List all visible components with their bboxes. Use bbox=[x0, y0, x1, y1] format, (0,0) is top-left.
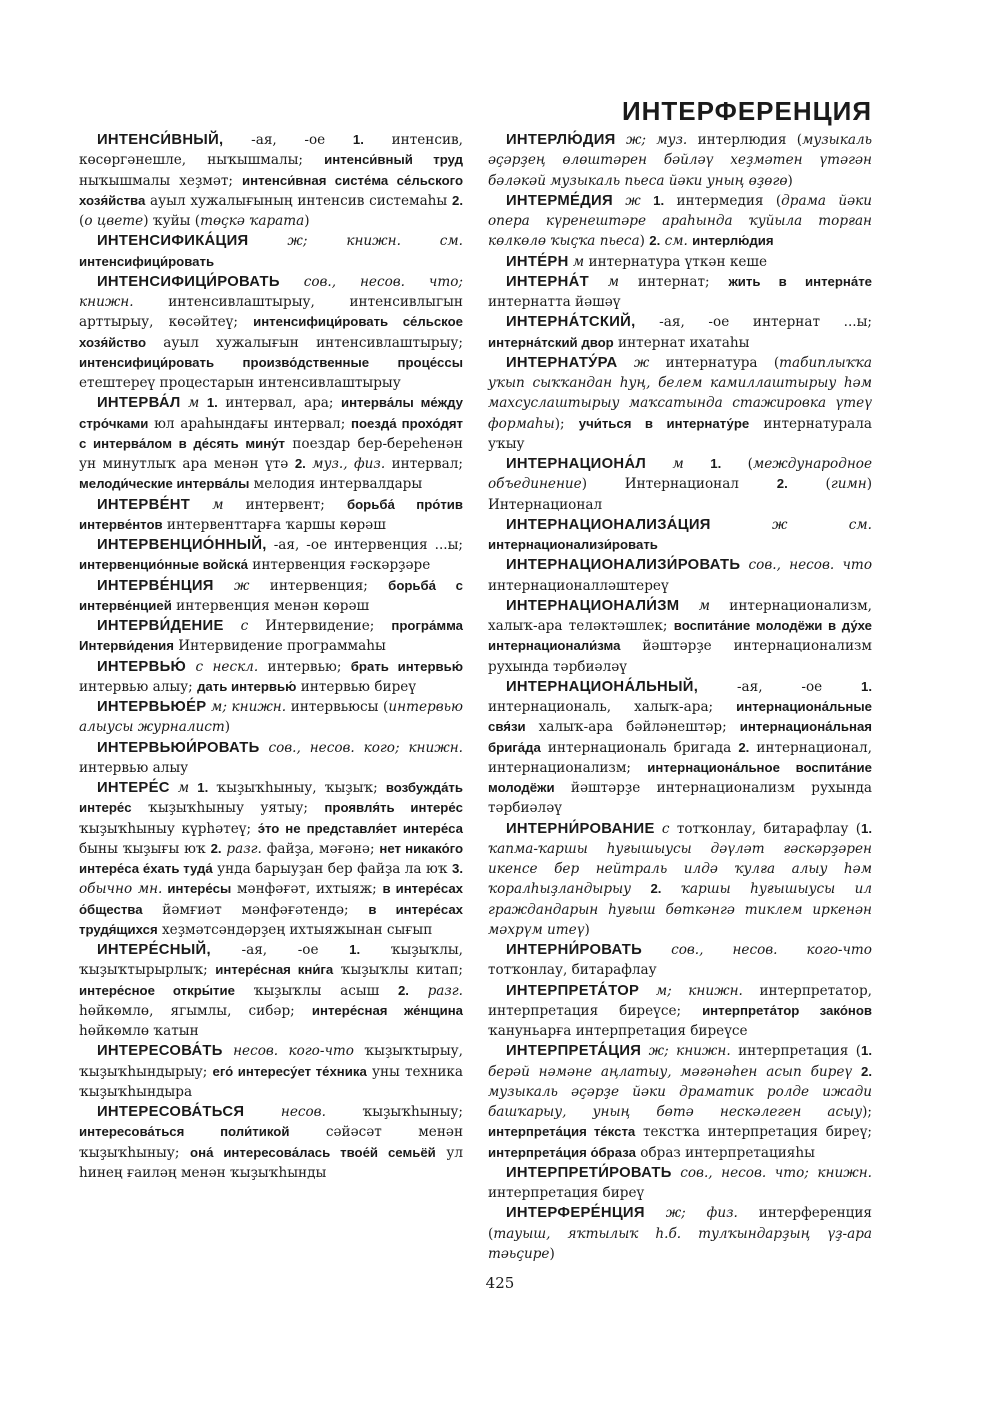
grammar-note: разг. bbox=[221, 840, 262, 857]
translation-text: интернат; bbox=[619, 273, 729, 290]
translation-text: поездар бер-береһенән ун минутлыҡ ара менән үтә bbox=[79, 435, 463, 472]
example-phrase: дать интервью́ bbox=[197, 678, 297, 694]
grammar-note: ж bbox=[213, 577, 250, 594]
grammar-note: ж см. bbox=[710, 516, 872, 533]
grammar-note: интервью алыусы журналист bbox=[79, 699, 464, 736]
grammar-note: несов. кого-что bbox=[222, 1043, 354, 1060]
grammar-note: м bbox=[568, 253, 585, 270]
translation-text: интенсивлаштырыу, интенсивлыгын арттырыу, көсәйтеү; bbox=[79, 294, 463, 331]
example-phrase: жить в интерна́те bbox=[728, 273, 873, 289]
entry-headword: ИНТЕРЛЮ́ДИЯ bbox=[506, 132, 616, 148]
dictionary-entry bbox=[488, 555, 872, 596]
grammar-note: сов., несов. кого; книжн. bbox=[259, 739, 463, 756]
grammar-note: м; книжн. bbox=[206, 699, 287, 715]
dictionary-entry bbox=[79, 1102, 463, 1183]
example-phrase: 1. bbox=[861, 820, 873, 836]
grammar-note: м bbox=[646, 456, 711, 472]
example-phrase: 2. bbox=[210, 840, 222, 856]
example-phrase: 2. bbox=[861, 1063, 872, 1079]
grammar-note: ҡаршы һуғышыусы ил граждандарын һуғыш бөткәнгә тиклем иркенән мәхрүм итеү bbox=[488, 881, 872, 938]
grammar-note: м bbox=[169, 780, 198, 796]
translation-text: ); bbox=[862, 1104, 872, 1120]
entry-headword: ИНТЕНСИФИКА́ЦИЯ bbox=[97, 233, 249, 250]
entry-headword: ИНТЕРВА́Л bbox=[97, 395, 181, 412]
translation-text: ) ҡуйы ( bbox=[143, 213, 201, 229]
translation-text: йәштәрҙе интернационализм рухында тәрбиәләү bbox=[488, 780, 872, 817]
grammar-note: сов., несов. кого-что bbox=[642, 942, 872, 958]
grammar-note: с bbox=[223, 618, 249, 634]
example-phrase: интерна́тский двор bbox=[488, 334, 614, 350]
grammar-note: с нескл. bbox=[186, 658, 259, 675]
example-phrase: его́ интересу́ет те́хника bbox=[212, 1063, 367, 1079]
entry-headword: ИНТЕРНАЦИОНАЛИЗА́ЦИЯ bbox=[506, 516, 711, 533]
entry-headword: ИНТЕРНАЦИОНА́ЛЬНЫЙ, bbox=[506, 678, 699, 695]
entry-headword: ИНТЕРЕСОВА́ТЬ bbox=[97, 1043, 223, 1060]
translation-text: ) bbox=[639, 233, 650, 250]
dictionary-entry bbox=[79, 576, 463, 617]
entry-headword: ИНТЕРМЕ́ДИЯ bbox=[506, 192, 613, 209]
translation-text: интернатура ( bbox=[649, 354, 780, 371]
entry-headword: ИНТЕРВЬЮИ́РОВАТЬ bbox=[97, 739, 260, 756]
grammar-note: международное объединение bbox=[488, 456, 872, 493]
example-phrase: 1. bbox=[861, 1043, 872, 1059]
grammar-note: с bbox=[654, 820, 670, 837]
translation-text: интервью; bbox=[258, 658, 351, 675]
example-phrase: мелоди́ческие интерва́лы bbox=[79, 476, 250, 492]
translation-text: тотҡонлау, битарафлау bbox=[488, 962, 657, 979]
translation-text: интернат ихатаһы bbox=[613, 334, 750, 351]
dictionary-entry bbox=[79, 697, 463, 738]
example-phrase: програ́мма Интерви́дения bbox=[79, 618, 463, 654]
example-phrase: 2. bbox=[452, 192, 463, 208]
example-phrase: проявля́ть интере́с bbox=[324, 800, 464, 816]
grammar-note: м bbox=[190, 496, 224, 513]
dictionary-entry bbox=[488, 940, 872, 981]
dictionary-entry bbox=[79, 393, 463, 494]
entry-headword: ИНТЕРНА́Т bbox=[506, 273, 589, 290]
right-column bbox=[488, 130, 872, 1264]
grammar-note: драма йәки опера күренештәре араһында ҡуйыла торған көлкөлө ҡыҫҡа пьеса bbox=[488, 192, 872, 250]
translation-text: -ая, -ое bbox=[223, 132, 353, 148]
grammar-note: обычно мн. bbox=[79, 881, 163, 898]
translation-text: интернатта йәшәү bbox=[488, 294, 621, 310]
translation-text: ҡыҙыҡһыныу уятыу; bbox=[131, 800, 325, 817]
grammar-note: ж; муз. bbox=[615, 132, 688, 148]
example-phrase: она́ интересова́лась твое́й семьёй bbox=[190, 1144, 436, 1160]
grammar-note: музыкаль әҫәрҙе йәки драматик ролде ижади башҡарыу, уның бөтә нескәлеген асыу bbox=[488, 1083, 872, 1120]
dictionary-entry bbox=[79, 616, 463, 657]
translation-text: ) bbox=[584, 921, 590, 938]
translation-text: быны ҡыҙығы юҡ bbox=[79, 840, 211, 857]
example-phrase: в интере́сах трудя́щихся bbox=[79, 901, 463, 937]
translation-text: интервал, ара; bbox=[217, 395, 341, 412]
entry-headword: ИНТЕРНА́ТСКИЙ, bbox=[506, 314, 636, 331]
translation-text: интервью алыу bbox=[79, 759, 189, 776]
entry-headword: ИНТЕРПРЕТА́ТОР bbox=[506, 982, 640, 999]
example-phrase: в интере́сах о́бщества bbox=[79, 881, 464, 917]
translation-text: интернационалләштереү bbox=[488, 577, 669, 594]
left-column bbox=[79, 130, 463, 1183]
translation-text: етештереү процестарын интенсивлаштырыу bbox=[79, 375, 401, 391]
translation-text: ( bbox=[787, 476, 831, 493]
example-phrase: учи́ться в интернату́ре bbox=[578, 415, 750, 431]
translation-text: ( bbox=[79, 213, 85, 229]
example-phrase: интенсифици́ровать произво́дственные проце́ссы bbox=[79, 354, 463, 370]
dictionary-entry bbox=[488, 454, 872, 515]
grammar-note: см. bbox=[660, 233, 693, 250]
translation-text: сәйәсәт менән ҡыҙыҡһыныу; bbox=[79, 1124, 464, 1161]
translation-text: ҡыҙыҡлы, ҡыҙыҡтырырлыҡ; bbox=[79, 942, 463, 979]
translation-text: ) bbox=[304, 213, 310, 229]
dictionary-entry bbox=[79, 778, 463, 940]
translation-text: интернационализм, халыҡ-ара теләктәшлек; bbox=[488, 597, 873, 634]
entry-headword: ИНТЕРЕСОВА́ТЬСЯ bbox=[97, 1104, 245, 1120]
dictionary-entry bbox=[79, 657, 463, 698]
translation-text: интервал; bbox=[385, 456, 463, 472]
translation-text: ҡыҙыҡлы асыш bbox=[234, 982, 398, 999]
translation-text: йәштәрҙе интернационализм рухында тәрбиәләү bbox=[488, 638, 872, 675]
translation-text: ) bbox=[549, 1245, 555, 1262]
entry-headword: ИНТЕРНАТУ́РА bbox=[506, 354, 618, 371]
translation-text: интернациональ, халыҡ-ара; bbox=[488, 699, 737, 715]
grammar-note: тауыш, яҡтылыҡ һ.б. тулҡындарҙың үҙ-ара тәьҫире bbox=[488, 1225, 872, 1262]
entry-headword: ИНТЕРНАЦИОНА́Л bbox=[506, 456, 647, 472]
grammar-note: табиплыҡҡа уҡып сыҡҡандан һуң, белем камиллаштырыу һәм махсуслаштырыу маҡсатында стажировка үтеү формаһы bbox=[488, 354, 872, 432]
translation-text: ҡануньарға интерпретация биреүсе bbox=[488, 1023, 748, 1039]
grammar-note: ҡапма-ҡаршы һуғышыусы дәүләт ғәскәрҙәрен икенсе бер нейтраль илдә ҡулға алыу һәм ҡоралһыҙландырыу bbox=[488, 840, 872, 898]
example-phrase: интерпрета́ция о́браза bbox=[488, 1144, 636, 1160]
page-number: 425 bbox=[485, 1274, 515, 1292]
entry-headword: ИНТЕРФЕРЕ́НЦИЯ bbox=[506, 1205, 645, 1222]
grammar-note: ж bbox=[612, 192, 654, 209]
translation-text: интервенттарға ҡаршы көрәш bbox=[162, 516, 386, 533]
example-phrase: 2. bbox=[738, 739, 750, 755]
example-phrase: брать интервью́ bbox=[350, 658, 463, 674]
running-head: ИНТЕРФЕРЕНЦИЯ bbox=[621, 96, 872, 126]
translation-text: ) Интернационал bbox=[488, 476, 872, 513]
translation-text: ҡыҙыҡһыныу күрһәтеү; bbox=[79, 820, 258, 837]
translation-text: интерпретация биреү bbox=[488, 1185, 645, 1201]
example-phrase: 1. bbox=[861, 678, 872, 694]
entry-headword: ИНТЕНСИ́ВНЫЙ, bbox=[97, 132, 224, 148]
example-phrase: 1. bbox=[197, 780, 209, 795]
example-phrase: 1. bbox=[349, 942, 361, 957]
example-phrase: 3. bbox=[451, 861, 463, 876]
entry-headword: ИНТЕРВЬЮ́ bbox=[97, 658, 187, 675]
dictionary-entry bbox=[488, 1041, 872, 1163]
entry-headword: ИНТЕРНАЦИОНАЛИЗИ́РОВАТЬ bbox=[506, 557, 741, 574]
translation-text: ( bbox=[721, 456, 753, 472]
example-phrase: борьба́ с интерве́нцией bbox=[79, 577, 463, 613]
translation-text: мәнфәғәт, ихтыяж; bbox=[231, 881, 383, 898]
entry-headword: ИНТЕНСИФИЦИ́РОВАТЬ bbox=[97, 273, 280, 290]
translation-text: интернатура үткән кеше bbox=[584, 253, 768, 270]
translation-text: интерпретация ( bbox=[730, 1043, 861, 1060]
translation-text: интервент; bbox=[223, 496, 347, 513]
grammar-note: ж bbox=[617, 354, 650, 371]
dictionary-entry bbox=[488, 191, 872, 252]
example-phrase: 2. bbox=[397, 982, 409, 998]
translation-text: ) Интернационал bbox=[581, 476, 777, 493]
example-phrase: возбужда́ть интере́с bbox=[79, 780, 463, 816]
grammar-note: муз., физ. bbox=[305, 456, 386, 472]
dictionary-entry bbox=[488, 515, 872, 556]
example-phrase: 1. bbox=[206, 395, 218, 411]
grammar-note: сов., несов. что bbox=[740, 557, 872, 574]
translation-text: интермедия ( bbox=[664, 192, 782, 209]
translation-text: ҡыҙыҡлы китап; bbox=[333, 962, 463, 979]
entry-headword: ИНТЕРНАЦИОНАЛИ́ЗМ bbox=[506, 597, 680, 614]
grammar-note: несов. bbox=[244, 1104, 326, 1120]
entry-headword: ИНТЕРЕ́С bbox=[97, 780, 170, 796]
dictionary-entry bbox=[79, 272, 463, 394]
translation-text: -ая, -ое интернат ...ы; bbox=[635, 314, 872, 331]
translation-text: ҡыҙыҡһыныу; bbox=[325, 1104, 463, 1120]
example-phrase: интерпрета́ция те́кста bbox=[488, 1124, 636, 1140]
translation-text: интервью биреү bbox=[296, 678, 416, 695]
grammar-note: ж; книжн. bbox=[641, 1043, 731, 1060]
entry-headword: ИНТЕРЕ́СНЫЙ, bbox=[97, 942, 211, 958]
entry-headword: ИНТЕРВЕ́НТ bbox=[97, 496, 191, 513]
example-phrase: интересова́ться поли́тикой bbox=[79, 1124, 290, 1140]
grammar-note: төҫкә ҡарата bbox=[200, 213, 305, 229]
grammar-note: м bbox=[679, 597, 710, 614]
example-phrase: интенсифици́ровать bbox=[79, 253, 215, 269]
translation-text: интерлюдия ( bbox=[687, 132, 803, 148]
translation-text: интерференция ( bbox=[488, 1205, 873, 1242]
dictionary-entry bbox=[79, 940, 463, 1041]
example-phrase: нет никако́го интере́са е́хать туда́ bbox=[79, 840, 464, 876]
translation-text: -ая, -ое bbox=[698, 678, 861, 695]
grammar-note: берәй нәмәне аңлатыу, мәғәнәһен асып биреү bbox=[488, 1063, 861, 1080]
dictionary-entry bbox=[79, 231, 463, 272]
dictionary-entry bbox=[488, 596, 872, 677]
dictionary-entry bbox=[79, 495, 463, 536]
example-phrase: борьба́ про́тив интерве́нтов bbox=[79, 496, 464, 532]
dictionary-entry bbox=[488, 130, 872, 191]
entry-headword: ИНТЕРВЕ́НЦИЯ bbox=[97, 577, 214, 594]
example-phrase: поезда́ прохо́дят с интерва́лом в де́сять мину́т bbox=[79, 415, 463, 451]
grammar-note: разг. bbox=[408, 982, 463, 999]
translation-text: интернатурала уҡыу bbox=[488, 415, 872, 452]
translation-text: интернациональ бригада bbox=[540, 739, 739, 756]
example-phrase: 2. bbox=[650, 881, 662, 897]
translation-text: ауыл хужалығының интенсив системаһы bbox=[145, 192, 452, 209]
entry-headword: ИНТЕРПРЕТА́ЦИЯ bbox=[506, 1043, 642, 1060]
example-phrase: 1. bbox=[710, 456, 722, 471]
example-phrase: интере́сное откры́тие bbox=[79, 982, 235, 998]
dictionary-entry bbox=[488, 981, 872, 1042]
dictionary-entry bbox=[79, 535, 463, 576]
entry-headword: ИНТЕРВЬЮЕ́Р bbox=[97, 699, 207, 715]
example-phrase: интенси́вная систе́ма се́льского хозя́йства bbox=[79, 172, 463, 208]
grammar-note: музыкаль әҫәрҙең өлөштәрен бәйләү хеҙмәтен үтәгән бәләкәй музыкаль пьеса йәки уның өҙөгө bbox=[488, 132, 872, 189]
example-phrase: 1. bbox=[653, 192, 665, 208]
example-phrase: интерлю́дия bbox=[692, 233, 774, 249]
dictionary-entry bbox=[488, 1163, 872, 1204]
example-phrase: интере́сы bbox=[162, 881, 232, 897]
translation-text: юл араһындағы интервал; bbox=[148, 415, 351, 432]
grammar-note: м bbox=[588, 273, 620, 290]
translation-text: ҡыҙыҡтырыу, ҡыҙыҡһындырыу; bbox=[79, 1043, 463, 1080]
grammar-note: гимн bbox=[830, 476, 867, 493]
example-phrase: интенсифици́ровать се́льское хозя́йство bbox=[79, 314, 463, 350]
entry-headword: ИНТЕРНИ́РОВАНИЕ bbox=[506, 820, 655, 837]
dictionary-entry bbox=[488, 1203, 872, 1264]
grammar-note: ж; физ. bbox=[644, 1205, 738, 1222]
entry-headword: ИНТЕ́РН bbox=[506, 253, 569, 270]
example-phrase: э́то не представля́ет интере́са bbox=[257, 820, 463, 836]
translation-text: -ая, -ое интервенция ...ы; bbox=[266, 537, 463, 553]
translation-text: ) bbox=[787, 172, 793, 189]
translation-text: Интервидение; bbox=[248, 618, 392, 634]
translation-text: интервьюсы ( bbox=[286, 699, 389, 715]
translation-text: ул һинең ғаиләң менән ҡыҙыҡһынды bbox=[79, 1144, 463, 1181]
entry-headword: ИНТЕРВЕНЦИО́ННЫЙ, bbox=[97, 537, 267, 553]
translation-text: хеҙмәтсәндәрҙең ихтыяжынан сығып bbox=[157, 921, 433, 938]
dictionary-entry bbox=[79, 1041, 463, 1102]
translation-text: интервенция менән көрәш bbox=[171, 597, 370, 614]
example-phrase: 2. bbox=[776, 476, 788, 492]
example-phrase: интерва́лы ме́жду стро́чками bbox=[79, 395, 463, 431]
dictionary-entry bbox=[488, 353, 872, 454]
grammar-note: сов., несов. что; книжн. bbox=[671, 1164, 872, 1181]
dictionary-entry bbox=[488, 312, 872, 353]
translation-text: интерпретатор, интерпретация биреүсе; bbox=[488, 982, 872, 1019]
example-phrase: интернациона́льное воспита́ние молодёжи bbox=[488, 759, 872, 795]
translation-text: файҙа, мәғәнә; bbox=[261, 840, 380, 857]
translation-text: образ интерпретацияһы bbox=[635, 1144, 815, 1161]
example-phrase: интернациона́льные свя́зи bbox=[488, 699, 872, 735]
entry-headword: ИНТЕРВИ́ДЕНИЕ bbox=[97, 618, 224, 634]
example-phrase: интерпрета́тор зако́нов bbox=[702, 1002, 872, 1018]
example-phrase: интернационализи́ровать bbox=[488, 537, 658, 552]
dictionary-entry bbox=[79, 130, 463, 231]
dictionary-entry bbox=[488, 272, 872, 313]
translation-text: һөйкөмлө, ягымлы, сибәр; bbox=[79, 1002, 312, 1019]
grammar-note: ж; книжн. см. bbox=[248, 233, 463, 250]
translation-text: мелодия интервалдары bbox=[249, 476, 423, 493]
translation-text: йәмғиәт мәнфәғәтендә; bbox=[142, 901, 369, 918]
translation-text: интервенция; bbox=[249, 577, 389, 594]
example-phrase: интере́сная же́нщина bbox=[311, 1002, 463, 1018]
translation-text: уны техника ҡыҙыҡһындыра bbox=[79, 1063, 463, 1100]
translation-text: интервью алыу; bbox=[79, 678, 198, 695]
translation-text: унда барыуҙан бер файҙа ла юҡ bbox=[212, 861, 452, 877]
translation-text: Интервидение программаһы bbox=[173, 638, 386, 655]
example-phrase: интернациона́льная брига́да bbox=[488, 719, 872, 755]
dictionary-entry bbox=[488, 677, 872, 819]
translation-text: интернационал, интернационализм; bbox=[488, 739, 872, 776]
dictionary-entry bbox=[488, 819, 872, 941]
translation-text: ныҡышмалы хеҙмәт; bbox=[79, 172, 243, 189]
grammar-note: сов., несов. что; книжн. bbox=[79, 273, 463, 310]
translation-text: һөйкөмлө ҡатын bbox=[79, 1023, 199, 1039]
translation-text: интервенция ғәскәрҙәре bbox=[247, 557, 431, 574]
example-phrase: воспита́ние молодёжи в ду́хе интернационали́зма bbox=[488, 618, 872, 654]
translation-text: интенсив, көсөргәнешле, ныҡышмалы; bbox=[79, 132, 463, 169]
translation-text: ); bbox=[554, 415, 579, 432]
example-phrase: интере́сная кни́га bbox=[215, 962, 334, 978]
translation-text: ҡыҙыҡһыныу, ҡыҙыҡ; bbox=[208, 780, 386, 796]
translation-text: тотҡонлау, битарафлау ( bbox=[669, 820, 862, 837]
translation-text: текстҡа интерпретация биреү; bbox=[635, 1124, 872, 1141]
example-phrase: 2. bbox=[294, 456, 306, 471]
entry-headword: ИНТЕРНИ́РОВАТЬ bbox=[506, 942, 643, 958]
grammar-note: м bbox=[180, 395, 207, 412]
grammar-note: о цвете bbox=[84, 213, 144, 229]
example-phrase: 1. bbox=[352, 132, 364, 147]
grammar-note: м; книжн. bbox=[639, 982, 743, 999]
entry-headword: ИНТЕРПРЕТИ́РОВАТЬ bbox=[506, 1164, 672, 1181]
translation-text: халыҡ-ара бәйләнештәр; bbox=[525, 719, 740, 736]
translation-text: ауыл хужалығын интенсивлаштырыу; bbox=[146, 334, 463, 351]
example-phrase: 2. bbox=[649, 233, 661, 249]
dictionary-entry bbox=[79, 738, 463, 779]
translation-text: ) bbox=[224, 719, 231, 736]
dictionary-entry bbox=[488, 252, 872, 272]
example-phrase: интервенцио́нные войска́ bbox=[79, 557, 248, 573]
translation-text: -ая, -ое bbox=[210, 942, 350, 958]
example-phrase: интенси́вный труд bbox=[324, 152, 464, 168]
